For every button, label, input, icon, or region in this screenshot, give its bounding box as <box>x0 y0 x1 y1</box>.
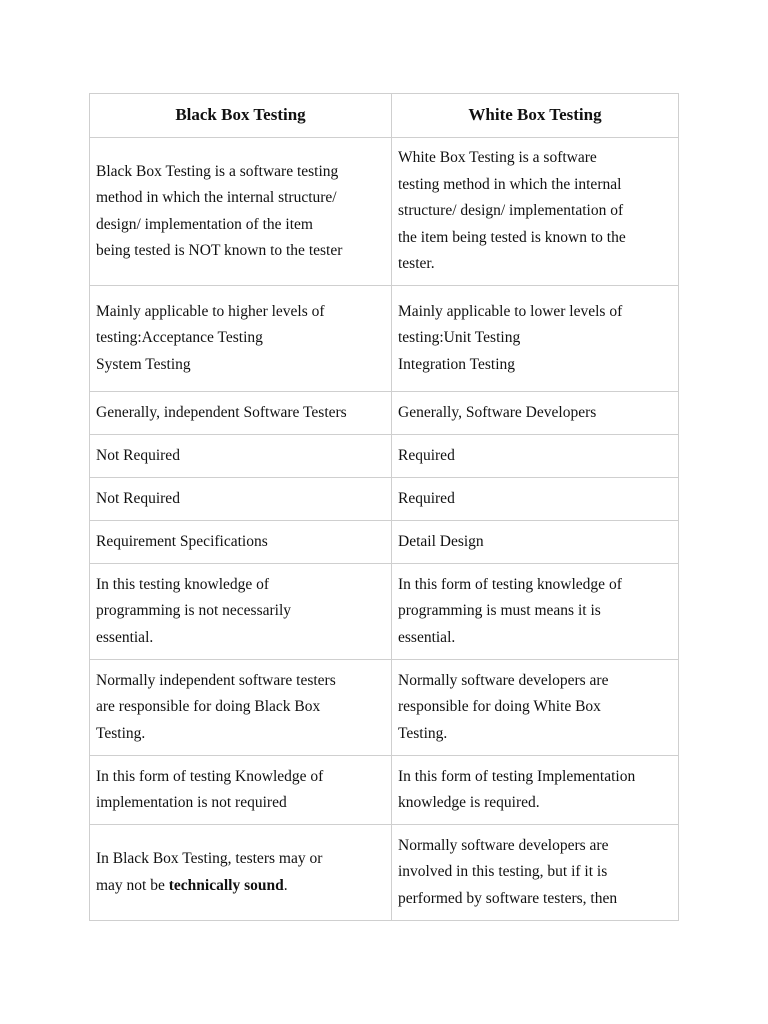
cell-line: Normally software developers are <box>398 671 609 689</box>
cell-line <box>96 873 385 900</box>
cell-line: involved in this testing, but if it is <box>398 863 608 881</box>
cell-line: Not Required <box>96 489 180 507</box>
table-cell-white <box>392 756 679 825</box>
cell-line: Generally, independent Software Testers <box>96 403 347 421</box>
cell-text: may not be <box>96 876 169 894</box>
cell-line: Detail Design <box>398 532 484 550</box>
cell-line: In this form of testing Knowledge of <box>96 767 324 785</box>
cell-line: System Testing <box>96 355 191 373</box>
cell-line: In this testing knowledge of <box>96 575 270 593</box>
table-row <box>90 478 679 521</box>
table-cell-white <box>392 521 679 564</box>
table-row <box>90 521 679 564</box>
cell-line: Generally, Software Developers <box>398 403 597 421</box>
cell-line: Required <box>398 489 455 507</box>
table-row <box>90 392 679 435</box>
cell-line: essential. <box>398 628 456 646</box>
cell-line: In this form of testing knowledge of <box>398 575 622 593</box>
cell-line: Mainly applicable to higher levels of <box>96 302 325 320</box>
cell-line: Black Box Testing is a software testing <box>96 162 339 180</box>
table-cell-white <box>392 138 679 286</box>
table-cell-white <box>392 435 679 478</box>
cell-line: implementation is not required <box>96 794 287 811</box>
table-row <box>90 435 679 478</box>
cell-line: method in which the internal structure/ <box>96 189 337 206</box>
cell-text: . <box>283 876 288 894</box>
cell-line: Normally software developers are <box>398 836 609 854</box>
cell-line: Testing. <box>398 724 448 742</box>
cell-line: Required <box>398 446 455 464</box>
header-white-box: White Box Testing <box>392 94 679 138</box>
cell-line: Requirement Specifications <box>96 532 268 550</box>
table-row <box>90 660 679 756</box>
table-row <box>90 138 679 286</box>
cell-line: responsible for doing White Box <box>398 698 601 716</box>
table-cell-black <box>90 825 392 921</box>
table-cell-white <box>392 564 679 660</box>
cell-line: the item being tested is known to the <box>398 228 626 246</box>
table-cell-black <box>90 564 392 660</box>
cell-line: programming is must means it is <box>398 602 601 620</box>
cell-line: testing:Acceptance Testing <box>96 329 263 347</box>
cell-line: being tested is NOT known to the tester <box>96 242 343 259</box>
table-row <box>90 564 679 660</box>
table-cell-black <box>90 138 392 286</box>
table-cell-black <box>90 286 392 392</box>
cell-line: programming is not necessarily <box>96 602 291 620</box>
cell-line: Testing. <box>96 724 146 742</box>
cell-line: In Black Box Testing, testers may or <box>96 850 323 867</box>
table-cell-white <box>392 286 679 392</box>
cell-line: performed by software testers, then <box>398 889 618 907</box>
table-cell-white <box>392 825 679 921</box>
cell-line: are responsible for doing Black Box <box>96 698 321 716</box>
table-header-row <box>90 94 679 138</box>
cell-line: essential. <box>96 628 154 646</box>
cell-line: structure/ design/ implementation of <box>398 202 624 220</box>
table-row <box>90 286 679 392</box>
cell-line: White Box Testing is a software <box>398 149 597 167</box>
table-cell-white <box>392 478 679 521</box>
cell-line: knowledge is required. <box>398 794 540 811</box>
table-cell-black <box>90 756 392 825</box>
header-black-box: Black Box Testing <box>90 94 392 138</box>
cell-line: Mainly applicable to lower levels of <box>398 302 623 320</box>
cell-line: Normally independent software testers <box>96 671 336 689</box>
table-row <box>90 756 679 825</box>
table-row <box>90 825 679 921</box>
table-cell-white <box>392 660 679 756</box>
cell-line: testing:Unit Testing <box>398 329 521 347</box>
cell-line: In this form of testing Implementation <box>398 767 636 785</box>
table-cell-black <box>90 478 392 521</box>
table-cell-black <box>90 660 392 756</box>
table-cell-white <box>392 392 679 435</box>
emphasis-text: technically sound <box>168 876 284 894</box>
comparison-table <box>89 93 679 921</box>
cell-line: Integration Testing <box>398 355 516 373</box>
table-cell-black <box>90 392 392 435</box>
table-cell-black <box>90 521 392 564</box>
cell-line: testing method in which the internal <box>398 175 622 193</box>
cell-line: tester. <box>398 255 435 273</box>
table-cell-black <box>90 435 392 478</box>
cell-line: Not Required <box>96 446 180 464</box>
cell-line: design/ implementation of the item <box>96 215 313 233</box>
